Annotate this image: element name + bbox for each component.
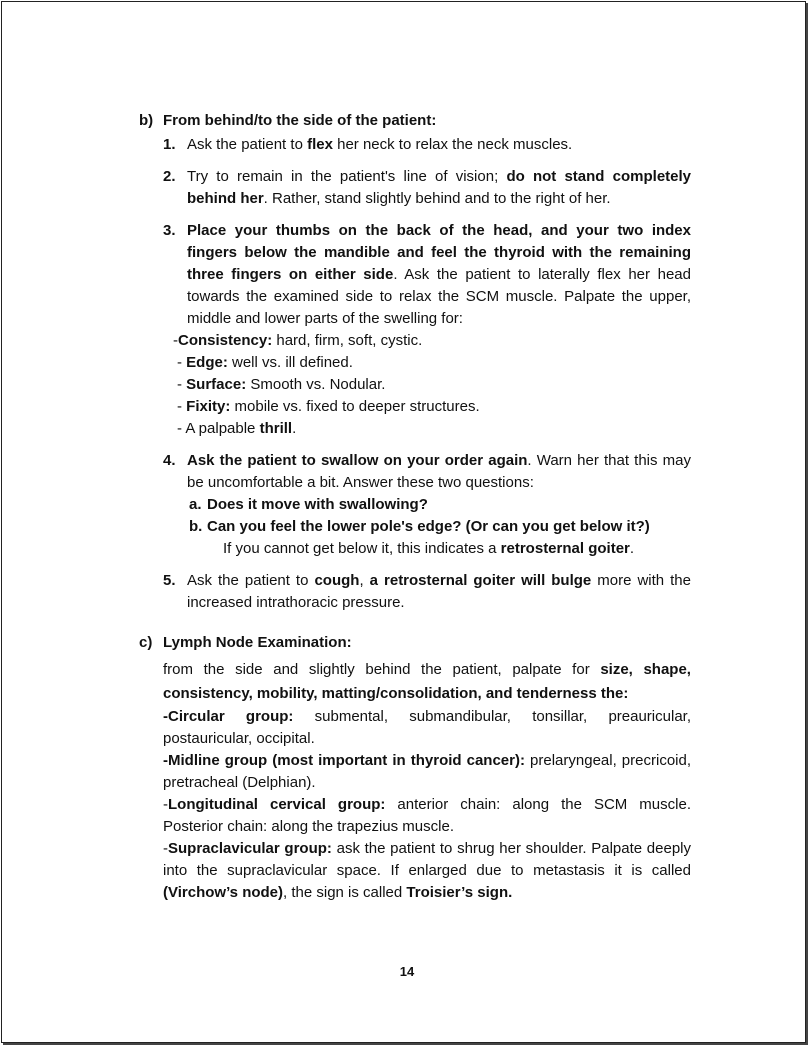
item-bold: flex [307, 136, 333, 153]
feature-text: well vs. ill defined. [227, 354, 353, 371]
feature-consistency [173, 330, 691, 352]
document-page [1, 1, 806, 1043]
feature-label: Surface: [186, 376, 247, 393]
note-end: . [629, 540, 635, 557]
supraclavicular-group [163, 838, 691, 904]
feature-text: . [292, 420, 297, 437]
feature-label: Edge: [186, 354, 228, 371]
question-b [181, 516, 691, 538]
list-item-3 [163, 220, 691, 440]
intro-bold: size, shape, consistency, mobility, matting/consolidation, and tenderness the: [163, 661, 691, 702]
group-text: submental, submandibular, tonsillar, preauricular, postauricular, occipital. [163, 708, 691, 747]
note-text: If you cannot get below it, this indicates a [223, 540, 501, 557]
feature-prefix: - [177, 354, 187, 371]
item-number: 2. [163, 168, 176, 185]
feature-text: Smooth vs. Nodular. [246, 376, 386, 393]
item-bold: Ask the patient to swallow on your order again [187, 452, 528, 469]
question-letter: a. [189, 496, 202, 513]
item-number: 4. [163, 452, 176, 469]
item-bold: Place your thumbs on the back of the head, and your two index fingers below the mandible and feel the thyroid with the remaining three fingers on either side [187, 222, 691, 283]
group-prefix: - [163, 796, 168, 813]
feature-edge [177, 352, 691, 374]
item-text: . Warn her that this may be uncomfortable a bit. Answer these two questions: [187, 452, 691, 491]
group-text: anterior chain: along the SCM muscle. Posterior chain: along the trapezius muscle. [163, 796, 691, 835]
group-text: , the sign is called [283, 884, 407, 901]
feature-prefix: - [177, 376, 187, 393]
troisier-sign: Troisier’s sign. [406, 884, 513, 901]
section-b-title: From behind/to the side of the patient: [163, 112, 437, 129]
item-text: more with the increased intrathoracic pressure. [187, 572, 691, 611]
question-text: Can you feel the lower pole's edge? (Or can you get below it?) [207, 518, 650, 535]
feature-prefix: - [177, 398, 187, 415]
list-item-5 [163, 570, 691, 614]
item-text: , [359, 572, 370, 589]
item-text: . Ask the patient to laterally flex her head towards the examined side to relax the SCM muscle. Palpate the upper, middle and lower parts of the swelling for: [187, 266, 691, 327]
group-label: Supraclavicular group: [168, 840, 332, 857]
feature-text: mobile vs. fixed to deeper structures. [230, 398, 480, 415]
feature-label: Fixity: [186, 398, 231, 415]
item-bold: cough [314, 572, 360, 589]
question-text: Does it move with swallowing? [207, 496, 428, 513]
group-text: prelaryngeal, precricoid, pretracheal (Delphian). [163, 752, 691, 791]
section-c-label: c) [139, 634, 153, 651]
section-b-list [163, 134, 691, 614]
item-text: Try to remain in the patient's line of vision; [187, 168, 507, 185]
group-label: Longitudinal cervical group: [168, 796, 386, 813]
section-b-label: b) [139, 112, 154, 129]
feature-thrill [177, 418, 691, 440]
virchow-node: (Virchow’s node) [163, 884, 284, 901]
midline-group [163, 750, 691, 794]
item-text: . Rather, stand slightly behind and to the right of her. [263, 190, 611, 207]
item-text: her neck to relax the neck muscles. [332, 136, 573, 153]
item-bold: a retrosternal goiter will bulge [369, 572, 592, 589]
item-number: 5. [163, 572, 176, 589]
question-a [181, 494, 691, 516]
item-text: Ask the patient to [187, 136, 308, 153]
group-prefix: - [163, 840, 168, 857]
list-item-2 [163, 166, 691, 210]
item-number: 3. [163, 222, 176, 239]
feature-surface [177, 374, 691, 396]
section-b-heading [139, 110, 691, 132]
feature-prefix: - [173, 332, 178, 349]
question-letter: b. [189, 518, 203, 535]
section-c-heading [139, 632, 691, 654]
list-item-1 [163, 134, 691, 156]
list-item-4 [163, 450, 691, 560]
question-b-note [181, 538, 691, 560]
item-number: 1. [163, 136, 176, 153]
section-c-title: Lymph Node Examination: [163, 634, 352, 651]
page-content [139, 110, 691, 904]
item-bold: do not stand completely behind her [187, 168, 692, 207]
lymph-intro [163, 658, 691, 706]
item-text: Ask the patient to [187, 572, 315, 589]
section-c-body [163, 658, 691, 904]
circular-group [163, 706, 691, 750]
feature-prefix: - A palpable [177, 420, 260, 437]
group-text: ask the patient to shrug her shoulder. Palpate deeply into the supraclavicular space. If enlarged due to metastasis it is called [163, 840, 692, 879]
feature-text: hard, firm, soft, cystic. [272, 332, 423, 349]
feature-fixity [177, 396, 691, 418]
group-label: -Midline group (most important in thyroid cancer): [163, 752, 525, 769]
group-label: -Circular group: [163, 708, 294, 725]
longitudinal-group [163, 794, 691, 838]
intro-text: from the side and slightly behind the patient, palpate for [163, 661, 601, 678]
note-bold: retrosternal goiter [500, 540, 630, 557]
feature-label: thrill [259, 420, 293, 437]
page-number: 14 [399, 964, 415, 979]
feature-label: Consistency: [178, 332, 273, 349]
